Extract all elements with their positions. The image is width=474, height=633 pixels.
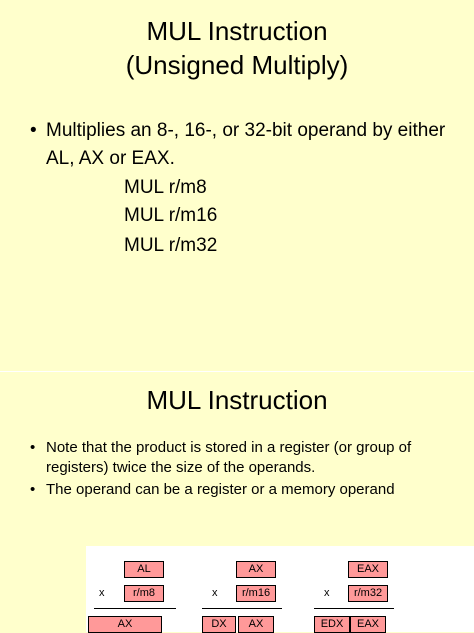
product-register: AX [88, 616, 162, 633]
bullet-dot: • [30, 481, 36, 498]
product-high-register: EDX [314, 616, 350, 633]
mul-form-r-m8: MUL r/m8 [124, 177, 207, 198]
product-low-register: EAX [350, 616, 386, 633]
product-low-register: AX [238, 616, 274, 633]
slide-2-bullet-2 [30, 480, 466, 500]
slide-1-title [0, 14, 474, 82]
title-line-2: (Unsigned Multiply) [125, 50, 349, 80]
multiply-operator: x [212, 587, 218, 599]
bullet-dot: • [30, 120, 37, 141]
multiplicand-register: AL [124, 561, 164, 578]
mul-form-r-m16: MUL r/m16 [124, 205, 218, 226]
slide-2-bullet-1 [30, 438, 466, 478]
multiplicand-register: EAX [348, 561, 388, 578]
bullet-dot: • [30, 439, 36, 456]
multiply-diagrams [86, 546, 474, 632]
sum-line [202, 608, 282, 609]
multiply-operator: x [324, 587, 330, 599]
mul-form-r-m32: MUL r/m32 [124, 235, 218, 256]
sum-line [314, 608, 394, 609]
operand-register: r/m32 [348, 585, 388, 602]
sum-line [94, 608, 176, 609]
slide-2-title: MUL Instruction [146, 385, 328, 415]
multiplicand-register: AX [236, 561, 276, 578]
bullet-text: Note that the product is stored in a register (or group of registers) twice the size of the operands. [46, 439, 412, 476]
operand-register: r/m8 [124, 585, 164, 602]
multiply-operator: x [99, 587, 105, 599]
slide-1-bullet [30, 117, 466, 173]
title-line-1: MUL Instruction [146, 16, 328, 46]
operand-register: r/m16 [236, 585, 276, 602]
product-high-register: DX [202, 616, 236, 633]
bullet-text: The operand can be a register or a memory operand [46, 481, 395, 498]
bullet-text: Multiplies an 8-, 16-, or 32-bit operand by either AL, AX or EAX. [46, 120, 446, 169]
